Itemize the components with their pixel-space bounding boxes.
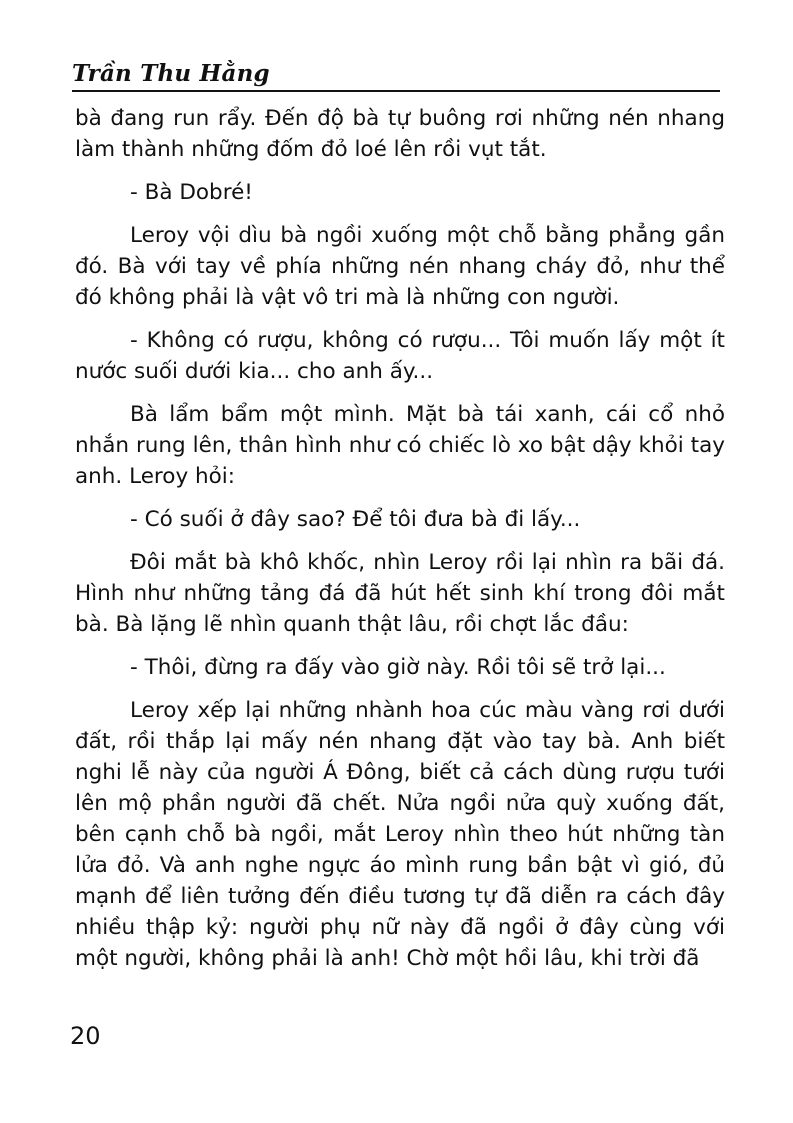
paragraph-dialogue: - Có suối ở đây sao? Để tôi đưa bà đi lấy...: [130, 507, 581, 532]
header-divider: [72, 90, 720, 92]
running-header: [72, 58, 720, 94]
page-number: 20: [70, 1022, 101, 1050]
paragraph-dialogue: - Thôi, đừng ra đấy vào giờ này. Rồi tôi sẽ trở lại...: [130, 655, 666, 680]
paragraph: Bà lẩm bẩm một mình. Mặt bà tái xanh, cái cổ nhỏ nhắn rung lên, thân hình như có chiếc lò xo bật dậy khỏi tay anh. Leroy hỏi:: [75, 402, 725, 489]
paragraph: Đôi mắt bà khô khốc, nhìn Leroy rồi lại nhìn ra bãi đá. Hình như những tảng đá đã hút hết sinh khí trong đôi mắt bà. Bà lặng lẽ nhìn quanh thật lâu, rồi chợt lắc đầu:: [75, 550, 725, 637]
paragraph-dialogue: - Không có rượu, không có rượu... Tôi muốn lấy một ít nước suối dưới kia... cho anh ấy...: [75, 328, 725, 384]
body-text: [75, 103, 725, 974]
paragraph: Leroy vội dìu bà ngồi xuống một chỗ bằng phẳng gần đó. Bà với tay về phía những nén nhang cháy đỏ, như thể đó không phải là vật vô tri mà là những con người.: [75, 223, 725, 310]
paragraph: Leroy xếp lại những nhành hoa cúc màu vàng rơi dưới đất, rồi thắp lại mấy nén nhang đặt vào tay bà. Anh biết nghi lễ này của người Á Đông, biết cả cách dùng rượu tưới lên mộ phần người đã chết. Nửa ngồi nửa quỳ xuống đất, bên cạnh chỗ bà ngồi, mắt Leroy nhìn theo hút những tàn lửa đỏ. Và anh nghe ngực áo mình rung bần bật vì gió, đủ mạnh để liên tưởng đến điều tương tự đã diễn ra cách đây nhiều thập kỷ: người phụ nữ này đã ngồi ở đây cùng với một người, không phải là anh! Chờ một hồi lâu, khi trời đã: [75, 698, 725, 971]
paragraph-continuation: bà đang run rẩy. Đến độ bà tự buông rơi những nén nhang làm thành những đốm đỏ loé lên rồi vụt tắt.: [75, 106, 725, 162]
header-title: Trần Thu Hằng: [72, 60, 270, 87]
paragraph-dialogue: - Bà Dobré!: [130, 180, 253, 205]
